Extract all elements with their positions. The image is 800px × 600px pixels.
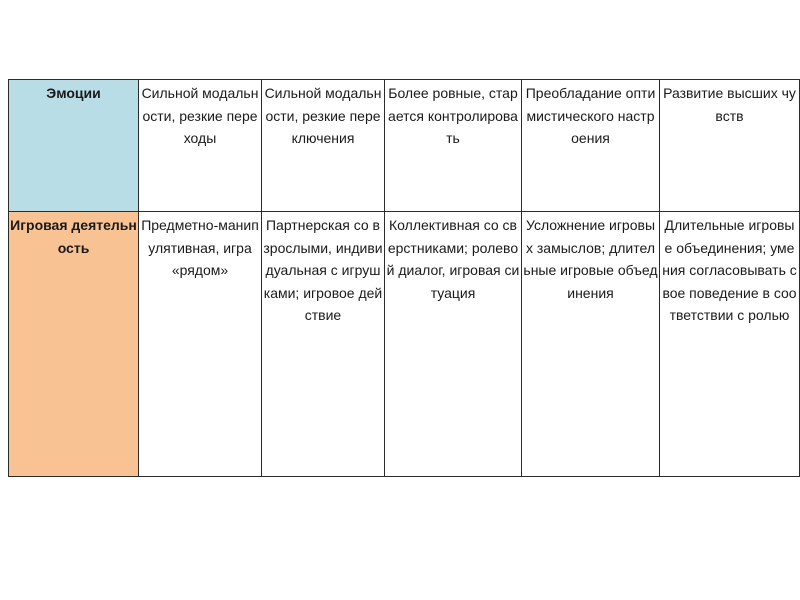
- row-label: Игровая деятельность: [10, 217, 137, 256]
- cell-text: Коллективная со сверстниками; ролевой диалог, игровая ситуация: [386, 217, 520, 301]
- table-cell: [522, 80, 660, 212]
- table-cell: [139, 212, 262, 477]
- table-cell: [385, 212, 522, 477]
- cell-text: Усложнение игровых замыслов; длительные игровые объединения: [523, 217, 658, 301]
- cell-text: Партнерская со взрослыми, индивидуальная с игрушками; игровое действие: [263, 217, 383, 323]
- cell-text: Длительные игровые объединения; умения согласовывать свое поведение в соответствии с ролью: [662, 217, 797, 323]
- cell-text: Сильной модальности, резкие переходы: [141, 85, 259, 146]
- row-label-cell-play-activity: [9, 212, 139, 477]
- row-label: Эмоции: [46, 85, 101, 101]
- table-cell: [139, 80, 262, 212]
- table-row-play-activity: [9, 212, 800, 477]
- cell-text: Преобладание оптимистического настроения: [525, 85, 656, 146]
- cell-text: Сильной модальности, резкие переключения: [264, 85, 382, 146]
- development-table: [8, 79, 800, 477]
- table-cell: [385, 80, 522, 212]
- cell-text: Предметно-манипулятивная, игра «рядом»: [141, 217, 259, 278]
- cell-text: Развитие высших чувств: [663, 85, 796, 124]
- table-cell: [522, 212, 660, 477]
- table-cell: [262, 80, 385, 212]
- table-row-emotions: [9, 80, 800, 212]
- cell-text: Более ровные, старается контролировать: [388, 85, 518, 146]
- table-cell: [262, 212, 385, 477]
- table-cell: [660, 212, 800, 477]
- table-cell: [660, 80, 800, 212]
- row-label-cell-emotions: [9, 80, 139, 212]
